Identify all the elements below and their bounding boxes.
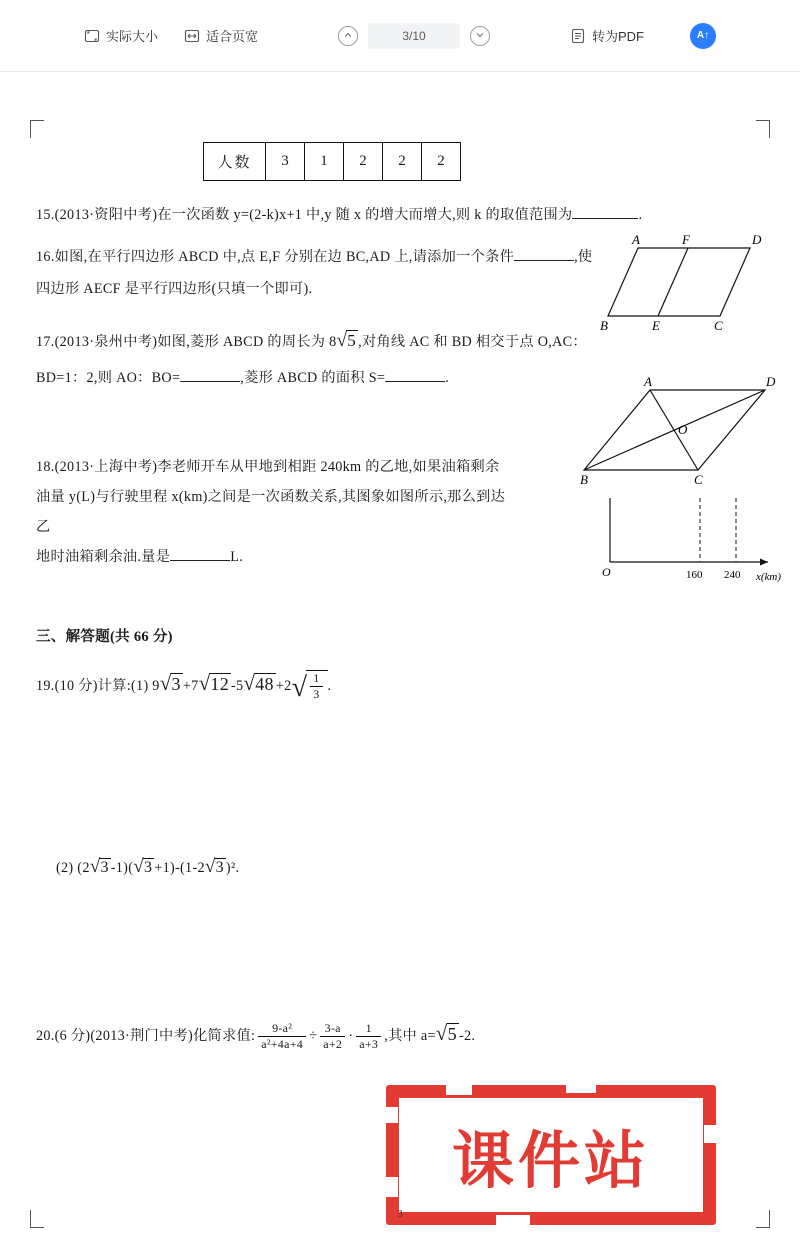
fraction-denominator: a²+4a+4: [258, 1036, 306, 1052]
fit-width-button[interactable]: [184, 26, 258, 45]
svg-text:O: O: [602, 565, 611, 579]
table-cell: 3: [266, 143, 305, 181]
sqrt-expression: √3: [89, 856, 109, 877]
sqrt-expression: √3: [204, 856, 224, 877]
sqrt-expression: √3: [159, 671, 181, 695]
question-18-line1: 18.(2013·上海中考)李老师开车从甲地到相距 240km 的乙地,如果油箱剩余: [36, 459, 500, 475]
blank-line: [170, 560, 230, 561]
svg-text:E: E: [652, 318, 660, 333]
question-19: [36, 668, 696, 703]
svg-text:C: C: [714, 318, 723, 333]
question-15-suffix: .: [638, 207, 643, 223]
table-cell: 2: [344, 143, 383, 181]
q20-suffix: -2.: [458, 1028, 476, 1044]
blank-line: [385, 381, 445, 382]
q19-minus5: -5: [231, 678, 244, 694]
q19b-c: +1)-(1-2: [154, 860, 205, 876]
question-19b: [56, 852, 716, 883]
sqrt-radicand: 12: [210, 674, 229, 694]
question-20: [36, 1018, 736, 1052]
ai-badge-button[interactable]: [690, 23, 716, 49]
actual-size-button[interactable]: [84, 26, 158, 45]
fraction-numerator: 1: [365, 1021, 372, 1036]
question-17-line2-c: .: [445, 370, 450, 386]
sqrt-radicand: 5: [347, 331, 357, 350]
question-18-line4-a: 地时油箱剩余油.量是: [36, 549, 171, 565]
fraction: [310, 671, 322, 702]
convert-pdf-button[interactable]: [570, 26, 644, 45]
sqrt-radicand: 3: [100, 859, 109, 876]
data-table: [203, 142, 461, 181]
question-18-line4: [36, 542, 566, 572]
sqrt-radicand: 3: [215, 859, 224, 876]
question-18-line4-b: L.: [230, 549, 244, 565]
table-row: [204, 143, 461, 181]
question-16-line1: 16.如图,在平行四边形 ABCD 中,点 E,F 分别在边 BC,AD 上,请添加一个条件: [36, 249, 515, 265]
sqrt-expression: √3: [133, 856, 153, 877]
fraction-1: [258, 1021, 306, 1052]
question-16: [36, 242, 636, 304]
question-17-line1-b: ,对角线 AC 和 BD 相交于点 O,AC：: [358, 334, 587, 350]
document-page: [0, 72, 800, 1250]
table-cell: 1: [305, 143, 344, 181]
question-17: [36, 326, 596, 393]
svg-text:C: C: [694, 472, 703, 487]
question-18-line2: 油量 y(L)与行驶里程 x(km)之间是一次函数关系,其图象如图所示,那么到达: [36, 489, 506, 505]
svg-text:D: D: [766, 374, 776, 389]
chevron-up-circle-icon: [343, 27, 353, 45]
sqrt-expression: √12: [198, 671, 229, 695]
crop-mark-top-right: [756, 120, 770, 138]
svg-text:x(km): x(km): [756, 571, 782, 583]
page-indicator-value: 3/10: [402, 28, 426, 43]
sqrt-expression: √5: [435, 1021, 457, 1045]
prev-page-button[interactable]: [338, 26, 358, 46]
svg-text:240: 240: [724, 569, 741, 581]
fraction-2: [320, 1021, 345, 1052]
viewer-toolbar: [0, 0, 800, 72]
question-18-line3: 乙: [36, 519, 51, 535]
next-page-button[interactable]: [470, 26, 490, 46]
fraction-numerator: 1: [313, 671, 320, 686]
sqrt-expression: √48: [243, 671, 274, 695]
q20-div: ÷: [309, 1028, 318, 1044]
blank-line: [180, 381, 240, 382]
q20-dot: ·: [348, 1028, 354, 1044]
page-indicator-input[interactable]: [368, 23, 460, 49]
question-16-line1-suffix: ,使: [574, 249, 593, 265]
svg-text:B: B: [600, 318, 608, 333]
fraction-numerator: 9-a²: [272, 1021, 293, 1036]
fraction-numerator: 3-a: [324, 1021, 341, 1036]
q19-plus7: +7: [182, 678, 199, 694]
section-heading: 三、解答题(共 66 分): [36, 629, 173, 645]
sqrt-radicand: 48: [255, 674, 274, 694]
table-cell: 2: [383, 143, 422, 181]
svg-text:F: F: [682, 232, 690, 247]
page-navigation: [338, 23, 490, 49]
svg-text:B: B: [580, 472, 588, 487]
fraction-denominator: a+2: [320, 1036, 345, 1052]
question-17-line2-b: ,菱形 ABCD 的面积 S=: [240, 370, 386, 386]
watermark: [386, 1085, 716, 1225]
sqrt-radicand: 5: [447, 1024, 457, 1044]
q19-suffix: .: [327, 678, 332, 694]
table-cell: 2: [422, 143, 461, 181]
watermark-text: 课件站: [451, 1126, 650, 1196]
q20-prefix: 20.(6 分)(2013·荆门中考)化简求值:: [36, 1028, 256, 1044]
question-19-prefix: 19.(10 分)计算:(1) 9: [36, 678, 160, 694]
question-17-line2-a: BD=1：2,则 AO：BO=: [36, 370, 181, 386]
convert-pdf-label: 转为PDF: [592, 29, 645, 44]
table-row-label: 人数: [204, 143, 266, 181]
svg-text:A: A: [644, 374, 652, 389]
figure-q16: [600, 232, 780, 347]
blank-line: [572, 218, 638, 219]
fit-width-label: 适合页宽: [205, 29, 258, 44]
sqrt-radicand: 3: [143, 859, 153, 876]
figure-q17: [580, 372, 780, 507]
sqrt-expression: √5: [336, 330, 357, 351]
fraction-3: [356, 1021, 381, 1052]
sqrt-fraction-expression: √ $\frac{1}{3}$: [292, 670, 328, 703]
actual-size-label: 实际大小: [105, 29, 158, 44]
fraction-denominator: 3: [310, 686, 322, 702]
figure-q18: [596, 490, 786, 605]
fit-width-icon: [184, 28, 200, 44]
crop-mark-top-left: [30, 120, 44, 138]
page-number: 3: [397, 1208, 403, 1220]
fraction-denominator: a+3: [356, 1036, 381, 1052]
question-15-text: 15.(2013·资阳中考)在一次函数 y=(2-k)x+1 中,y 随 x 的增大而增大,则 k 的取值范围为: [36, 207, 573, 223]
toolbar-group: [84, 23, 716, 49]
question-16-line2: 四边形 AECF 是平行四边形(只填一个即可).: [36, 281, 313, 297]
svg-text:160: 160: [686, 569, 703, 581]
convert-pdf-icon: [570, 28, 586, 44]
actual-size-icon: [84, 28, 100, 44]
q20-mid: ,其中 a=: [384, 1028, 436, 1044]
svg-text:A: A: [632, 232, 640, 247]
blank-line: [514, 260, 574, 261]
question-17-line1-a: 17.(2013·泉州中考)如图,菱形 ABCD 的周长为 8: [36, 334, 337, 350]
question-18: [36, 452, 566, 572]
sqrt-radicand: 3: [171, 674, 181, 694]
svg-text:D: D: [752, 232, 762, 247]
ai-badge-label: A↑: [696, 30, 710, 41]
question-15: [36, 200, 736, 230]
q19b-b: -1)(: [110, 860, 134, 876]
chevron-down-circle-icon: [475, 27, 485, 45]
q19b-d: )².: [225, 860, 240, 876]
svg-text:O: O: [678, 422, 688, 437]
question-17-line2: [36, 363, 596, 393]
q19b-a: (2) (2: [56, 860, 90, 876]
q19-plus2: +2: [275, 678, 292, 694]
